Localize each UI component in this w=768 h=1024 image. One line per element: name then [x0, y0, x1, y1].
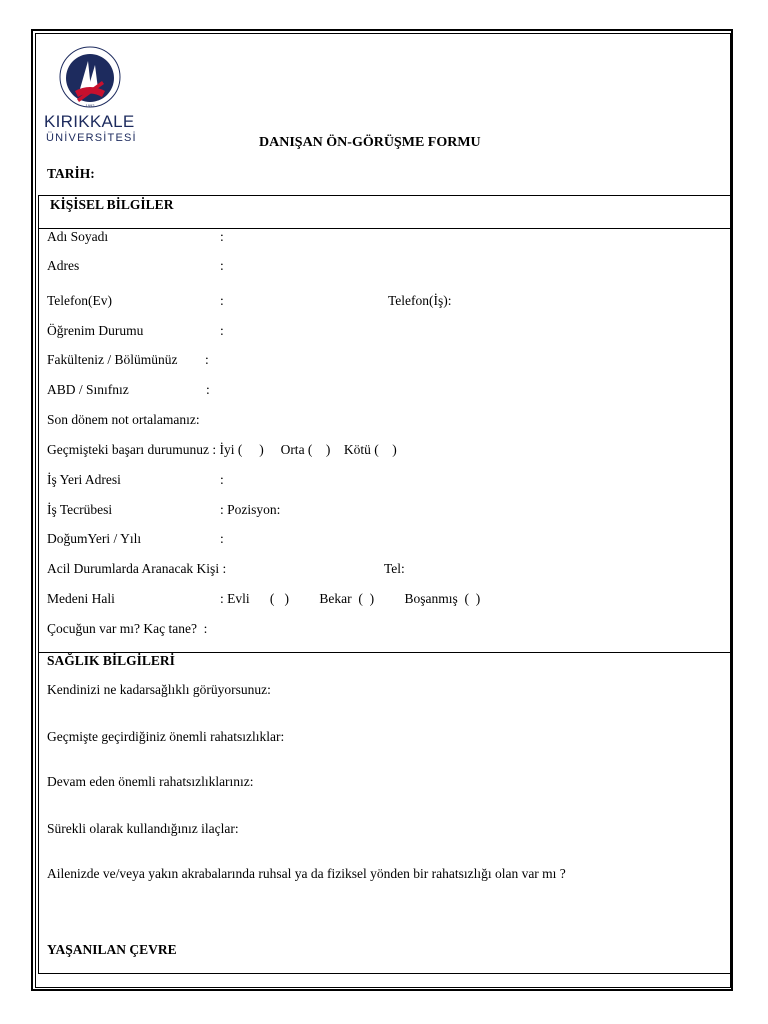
faculty-label: Fakülteniz / Bölümünüz — [47, 352, 178, 367]
address-colon: : — [220, 258, 224, 273]
children-label: Çocuğun var mı? Kaç tane? : — [47, 621, 208, 636]
gpa-label: Son dönem not ortalamanız: — [47, 412, 200, 427]
date-label: TARİH: — [47, 166, 95, 181]
work-exp-label: İş Tecrübesi — [47, 502, 113, 517]
health-question-2: Geçmişte geçirdiğiniz önemli rahatsızlıklar: — [47, 729, 285, 744]
svg-text:1992: 1992 — [85, 103, 95, 108]
work-address-colon: : — [220, 472, 224, 487]
health-question-5: Ailenizde ve/veya yakın akrabalarında ruhsal ya da fiziksel yönden bir rahatsızlığı olan var mı ? — [47, 866, 566, 881]
dept-class-colon: : — [206, 382, 210, 397]
health-question-3: Devam eden önemli rahatsızlıklarınız: — [47, 774, 254, 789]
form-title: DANIŞAN ÖN-GÖRÜŞME FORMU — [259, 135, 481, 150]
health-question-4: Sürekli olarak kullandığınız ilaçlar: — [47, 821, 239, 836]
health-question-1: Kendinizi ne kadarsağlıklı görüyorsunuz: — [47, 682, 271, 697]
emergency-label: Acil Durumlarda Aranacak Kişi : — [47, 561, 227, 576]
personal-section-box — [38, 228, 731, 653]
logo-line1: KIRIKKALE — [44, 112, 135, 131]
position-label: : Pozisyon: — [220, 502, 281, 517]
health-section-title: SAĞLIK BİLGİLERİ — [47, 653, 175, 668]
environment-section-title: YAŞANILAN ÇEVRE — [47, 942, 177, 957]
address-label: Adres — [47, 258, 80, 273]
marital-label: Medeni Hali — [47, 591, 115, 606]
phone-home-label: Telefon(Ev) — [47, 293, 113, 308]
university-logo — [44, 41, 136, 151]
birth-label: DoğumYeri / Yılı — [47, 531, 142, 546]
personal-section-title: KİŞİSEL BİLGİLER — [50, 197, 174, 212]
dept-class-label: ABD / Sınıfnız — [47, 382, 129, 397]
emergency-tel-label: Tel: — [384, 561, 405, 576]
education-label: Öğrenim Durumu — [47, 323, 144, 338]
phone-work-label: Telefon(İş): — [388, 293, 452, 308]
birth-colon: : — [220, 531, 224, 546]
logo-line2: ÜNİVERSİTESİ — [46, 132, 137, 144]
phone-home-colon: : — [220, 293, 224, 308]
health-section-box — [38, 652, 731, 974]
name-colon: : — [220, 229, 224, 244]
education-colon: : — [220, 323, 224, 338]
marital-options: : Evli ( ) Bekar ( ) Boşanmış ( ) — [220, 591, 481, 606]
work-address-label: İş Yeri Adresi — [47, 472, 121, 487]
faculty-colon: : — [205, 352, 209, 367]
past-success-label: Geçmişteki başarı durumunuz : İyi ( ) Orta ( ) Kötü ( ) — [47, 442, 397, 457]
name-label: Adı Soyadı — [47, 229, 109, 244]
